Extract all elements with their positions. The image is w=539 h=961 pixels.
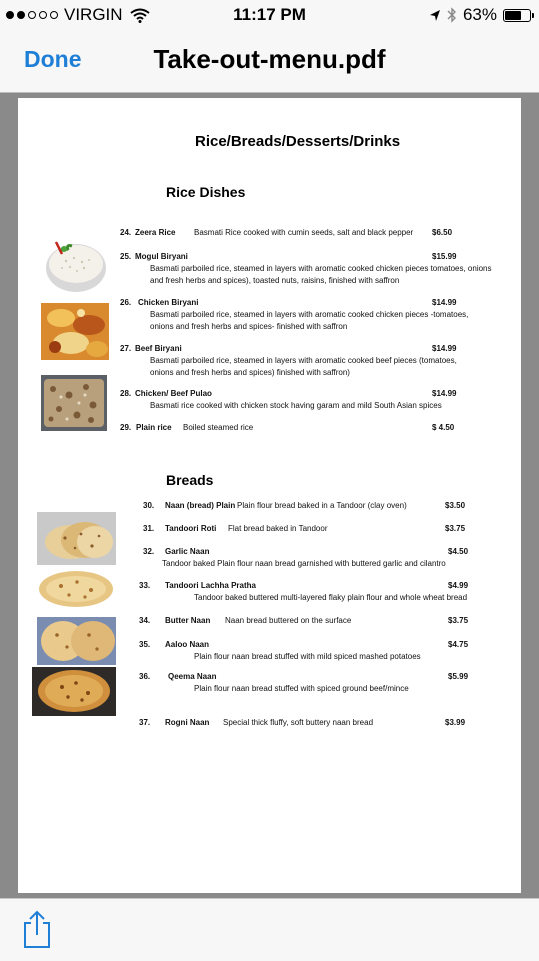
carrier-name: VIRGIN	[64, 5, 123, 24]
item-price: $3.75	[448, 616, 469, 625]
bluetooth-icon	[447, 7, 457, 23]
item-number: 31.	[143, 524, 155, 533]
item-number: 25.	[120, 252, 132, 261]
status-bar	[0, 0, 539, 30]
item-price: $14.99	[432, 298, 457, 307]
item-price: $3.99	[445, 718, 466, 727]
done-button[interactable]: Done	[24, 46, 82, 72]
lachha-paratha-photo	[37, 568, 116, 610]
item-price: $3.75	[445, 524, 466, 533]
pdf-page[interactable]	[18, 98, 521, 893]
item-name: Tandoori Roti	[165, 524, 217, 533]
page-heading: Rice/Breads/Desserts/Drinks	[195, 133, 401, 150]
item-name: Beef Biryani	[135, 344, 182, 353]
bottom-toolbar	[0, 898, 539, 961]
pdf-viewer[interactable]	[0, 93, 539, 898]
item-name: Mogul Biryani	[135, 252, 188, 261]
item-name: Aaloo Naan	[165, 640, 210, 649]
item-number: 27.	[120, 344, 132, 353]
item-name: Zeera Rice	[135, 228, 176, 237]
item-name: Garlic Naan	[165, 547, 210, 556]
item-name: Naan (bread) Plain	[165, 501, 236, 510]
battery-icon	[503, 9, 531, 22]
item-price: $14.99	[432, 389, 457, 398]
item-name: Rogni Naan	[165, 718, 210, 727]
item-price: $15.99	[432, 252, 457, 261]
qeema-naan-photo	[32, 667, 116, 716]
rice-bowl-photo	[44, 234, 108, 296]
item-number: 26.	[120, 298, 132, 307]
item-description: Basmati parboiled rice, steamed in layers with aromatic cooked chicken pieces -tomatoes,	[150, 310, 469, 319]
item-description: Special thick fluffy, soft buttery naan bread	[223, 718, 374, 727]
item-price: $ 4.50	[432, 423, 455, 432]
item-name: Butter Naan	[165, 616, 211, 625]
butter-naan-photo	[37, 617, 116, 665]
chicken-biryani-photo	[41, 303, 109, 360]
share-icon[interactable]	[22, 909, 52, 949]
item-price: $3.50	[445, 501, 466, 510]
item-number: 32.	[143, 547, 155, 556]
item-name: Qeema Naan	[168, 672, 217, 681]
item-price: $5.99	[448, 672, 469, 681]
item-number: 24.	[120, 228, 132, 237]
item-description: Plain flour naan bread stuffed with mild spiced mashed potatoes	[194, 652, 421, 661]
naan-stack-photo	[37, 512, 116, 565]
item-number: 37.	[139, 718, 151, 727]
item-number: 36.	[139, 672, 151, 681]
item-number: 29.	[120, 423, 132, 432]
item-price: $14.99	[432, 344, 457, 353]
item-number: 35.	[139, 640, 151, 649]
item-description: Tandoor baked Plain flour naan bread garnished with buttered garlic and cilantro	[162, 559, 446, 568]
item-description: Boiled steamed rice	[183, 423, 254, 432]
item-number: 34.	[139, 616, 151, 625]
item-description: Plain flour naan bread stuffed with spiced ground beef/mince	[194, 684, 409, 693]
location-arrow-icon	[429, 9, 441, 22]
item-number: 30.	[143, 501, 155, 510]
item-price: $4.75	[448, 640, 469, 649]
pulao-photo	[41, 375, 107, 431]
item-description-continued: and fresh herbs and spices), toasted nuts, raisins, finished with saffron	[150, 276, 400, 285]
clock: 11:17 PM	[233, 5, 306, 24]
item-description-continued: onions and fresh herbs and spices- finished with saffron	[150, 322, 348, 331]
section-heading-breads: Breads	[166, 472, 214, 488]
item-description-continued: onions and fresh herbs and spices) finished with saffron)	[150, 368, 350, 377]
item-number: 28.	[120, 389, 132, 398]
item-name: Plain rice	[136, 423, 172, 432]
item-number: 33.	[139, 581, 151, 590]
item-description: Plain flour bread baked in a Tandoor (clay oven)	[237, 501, 407, 510]
item-price: $6.50	[432, 228, 453, 237]
item-description: Tandoor baked buttered multi-layered flaky plain flour and whole wheat bread	[194, 593, 468, 602]
section-heading-rice: Rice Dishes	[166, 184, 246, 200]
item-price: $4.99	[448, 581, 469, 590]
item-description: Basmati parboiled rice, steamed in layers with aromatic cooked beef pieces (tomatoes,	[150, 356, 457, 365]
navigation-bar	[0, 30, 539, 93]
document-title: Take-out-menu.pdf	[153, 44, 386, 74]
item-name: Chicken Biryani	[138, 298, 199, 307]
item-name: Chicken/ Beef Pulao	[135, 389, 212, 398]
battery-percentage: 63%	[462, 5, 497, 24]
item-description: Flat bread baked in Tandoor	[228, 524, 328, 533]
item-description: Basmati rice cooked with chicken stock having garam and mild South Asian spices	[150, 401, 442, 410]
item-description: Basmati parboiled rice, steamed in layers with aromatic cooked chicken pieces tomatoes, onions	[150, 264, 492, 273]
item-name: Tandoori Lachha Pratha	[165, 581, 256, 590]
status-right	[429, 5, 531, 25]
item-price: $4.50	[448, 547, 469, 556]
item-description: Basmati Rice cooked with cumin seeds, salt and black pepper	[194, 228, 414, 237]
item-description: Naan bread buttered on the surface	[225, 616, 352, 625]
